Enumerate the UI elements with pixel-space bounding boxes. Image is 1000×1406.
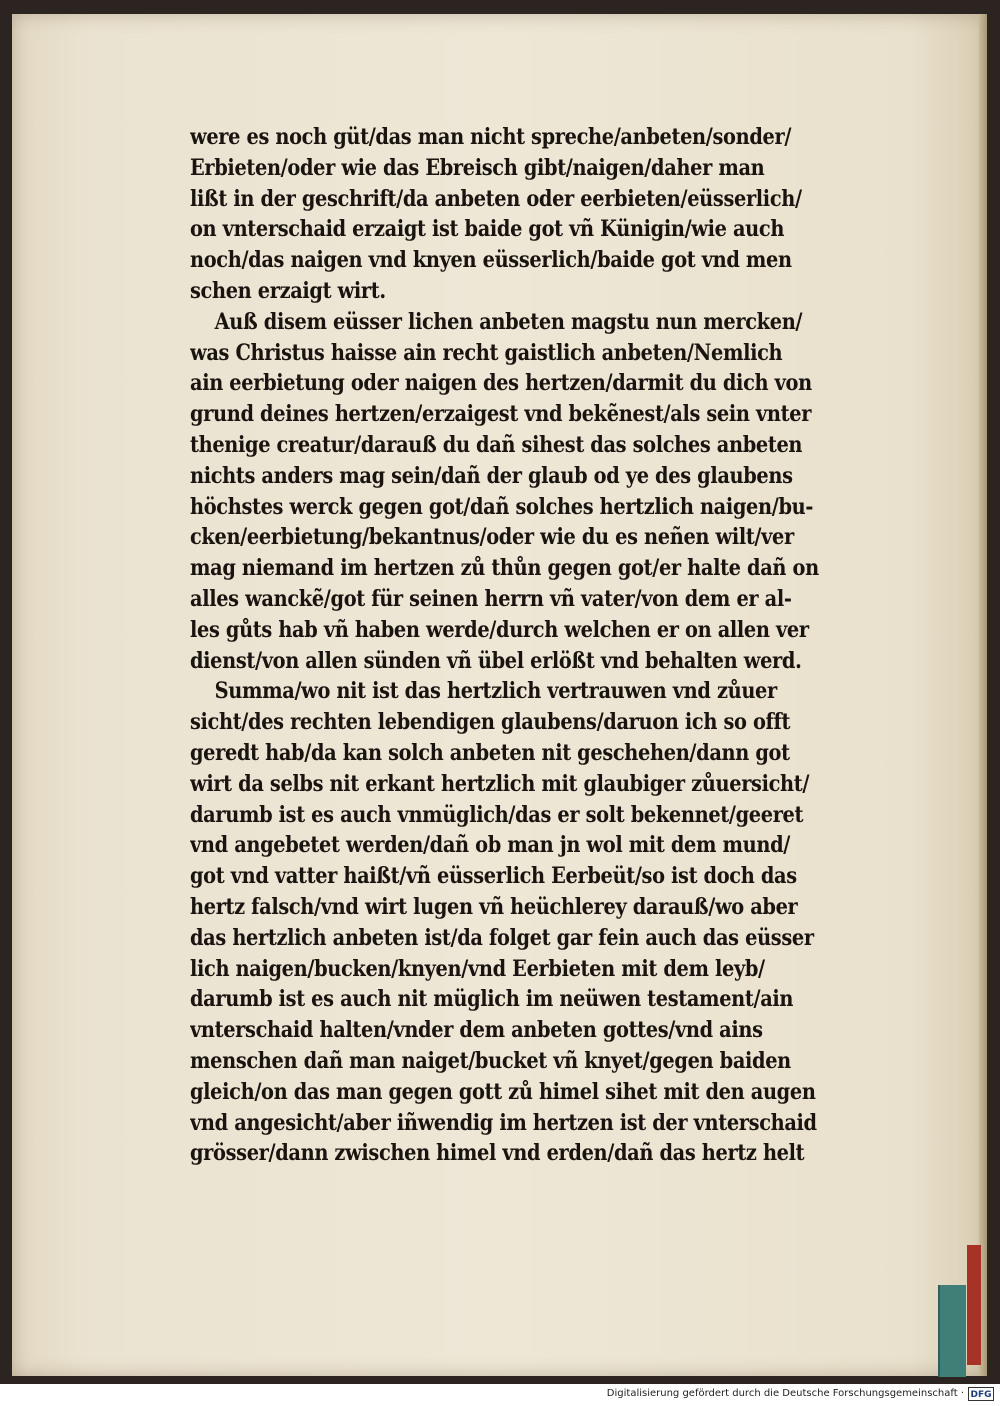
text-line: das hertzlich anbeten ist/da folget gar fein auch das eüsser	[190, 924, 814, 951]
text-line: dienst/von allen sünden vñ übel erlößt vnd behalten werd.	[190, 647, 802, 674]
text-line: gleich/on das man gegen gott zů himel sihet mit den augen	[190, 1078, 816, 1105]
text-line: hertz falsch/vnd wirt lugen vñ heüchlerey darauß/wo aber	[190, 893, 798, 920]
text-line: menschen dañ man naiget/bucket vñ knyet/gegen baiden	[190, 1047, 791, 1074]
dfg-logo-icon: DFG	[968, 1387, 994, 1401]
text-line: darumb ist es auch nit müglich im neüwen testament/ain	[190, 986, 794, 1013]
page-text-block	[190, 122, 950, 1169]
text-line: were es noch güt/das man nicht spreche/anbeten/sonder/	[190, 124, 792, 150]
text-line: wirt da selbs nit erkant hertzlich mit glaubiger zůuersicht/	[190, 770, 810, 797]
text-line: cken/eerbietung/bekantnus/oder wie du es neñen wilt/ver	[190, 524, 794, 551]
text-line: on vnterschaid erzaigt ist baide got vñ Künigin/wie auch	[190, 216, 785, 243]
dfg-credit-text: Digitalisierung gefördert durch die Deutsche Forschungsgemeinschaft ·	[606, 1388, 964, 1399]
text-line: noch/das naigen vnd knyen eüsserlich/baide got vnd men	[190, 247, 792, 274]
digitization-footer	[0, 1384, 1000, 1406]
text-line: darumb ist es auch vnmüglich/das er solt bekennet/geeret	[190, 801, 804, 828]
text-line: vnterschaid halten/vnder dem anbeten gottes/vnd ains	[190, 1017, 763, 1044]
text-line: Auß disem eüsser lichen anbeten magstu nun mercken/	[214, 308, 803, 335]
text-line: les gůts hab vñ haben werde/durch welchen er on allen ver	[190, 616, 809, 643]
text-line: geredt hab/da kan solch anbeten nit geschehen/dann got	[190, 739, 790, 766]
text-line: Summa/wo nit ist das hertzlich vertrauwen vnd zůuer	[214, 678, 777, 705]
text-line: höchstes werck gegen got/dañ solches hertzlich naigen/bu-	[190, 493, 814, 520]
page-edge	[979, 14, 987, 1376]
text-line: ain eerbietung oder naigen des hertzen/darmit du dich von	[190, 370, 812, 397]
text-line: got vnd vatter haißt/vñ eüsserlich Eerbeüt/so ist doch das	[190, 863, 797, 890]
text-line: grösser/dann zwischen himel vnd erden/dañ das hertz helt	[190, 1140, 805, 1167]
text-line: mag niemand im hertzen zů thůn gegen got/er halte dañ on	[190, 555, 819, 582]
red-page-tab	[967, 1245, 981, 1365]
text-line: sicht/des rechten lebendigen glaubens/daruon ich so offt	[190, 709, 791, 736]
bookmark-ribbon	[938, 1285, 966, 1377]
text-line: lich naigen/bucken/knyen/vnd Eerbieten mit dem leyb/	[190, 955, 765, 982]
text-line: vnd angebetet werden/dañ ob man jn wol mit dem mund/	[190, 832, 791, 859]
text-line: vnd angesicht/aber iñwendig im hertzen ist der vnterschaid	[190, 1109, 817, 1136]
text-line: Erbieten/oder wie das Ebreisch gibt/naigen/daher man	[190, 154, 765, 181]
text-line: schen erzaigt wirt.	[190, 277, 386, 304]
text-line: grund deines hertzen/erzaigest vnd bekẽnest/als sein vnter	[190, 401, 812, 428]
text-line: thenige creatur/darauß du dañ sihest das solches anbeten	[190, 431, 803, 458]
text-line: was Christus haisse ain recht gaistlich anbeten/Nemlich	[190, 339, 783, 366]
text-line: nichts anders mag sein/dañ der glaub od ye des glaubens	[190, 462, 793, 489]
text-line: lißt in der geschrift/da anbeten oder eerbieten/eüsserlich/	[190, 185, 802, 212]
book-page	[12, 14, 987, 1376]
text-line: alles wanckẽ/got für seinen herrn vñ vater/von dem er al-	[190, 585, 792, 612]
